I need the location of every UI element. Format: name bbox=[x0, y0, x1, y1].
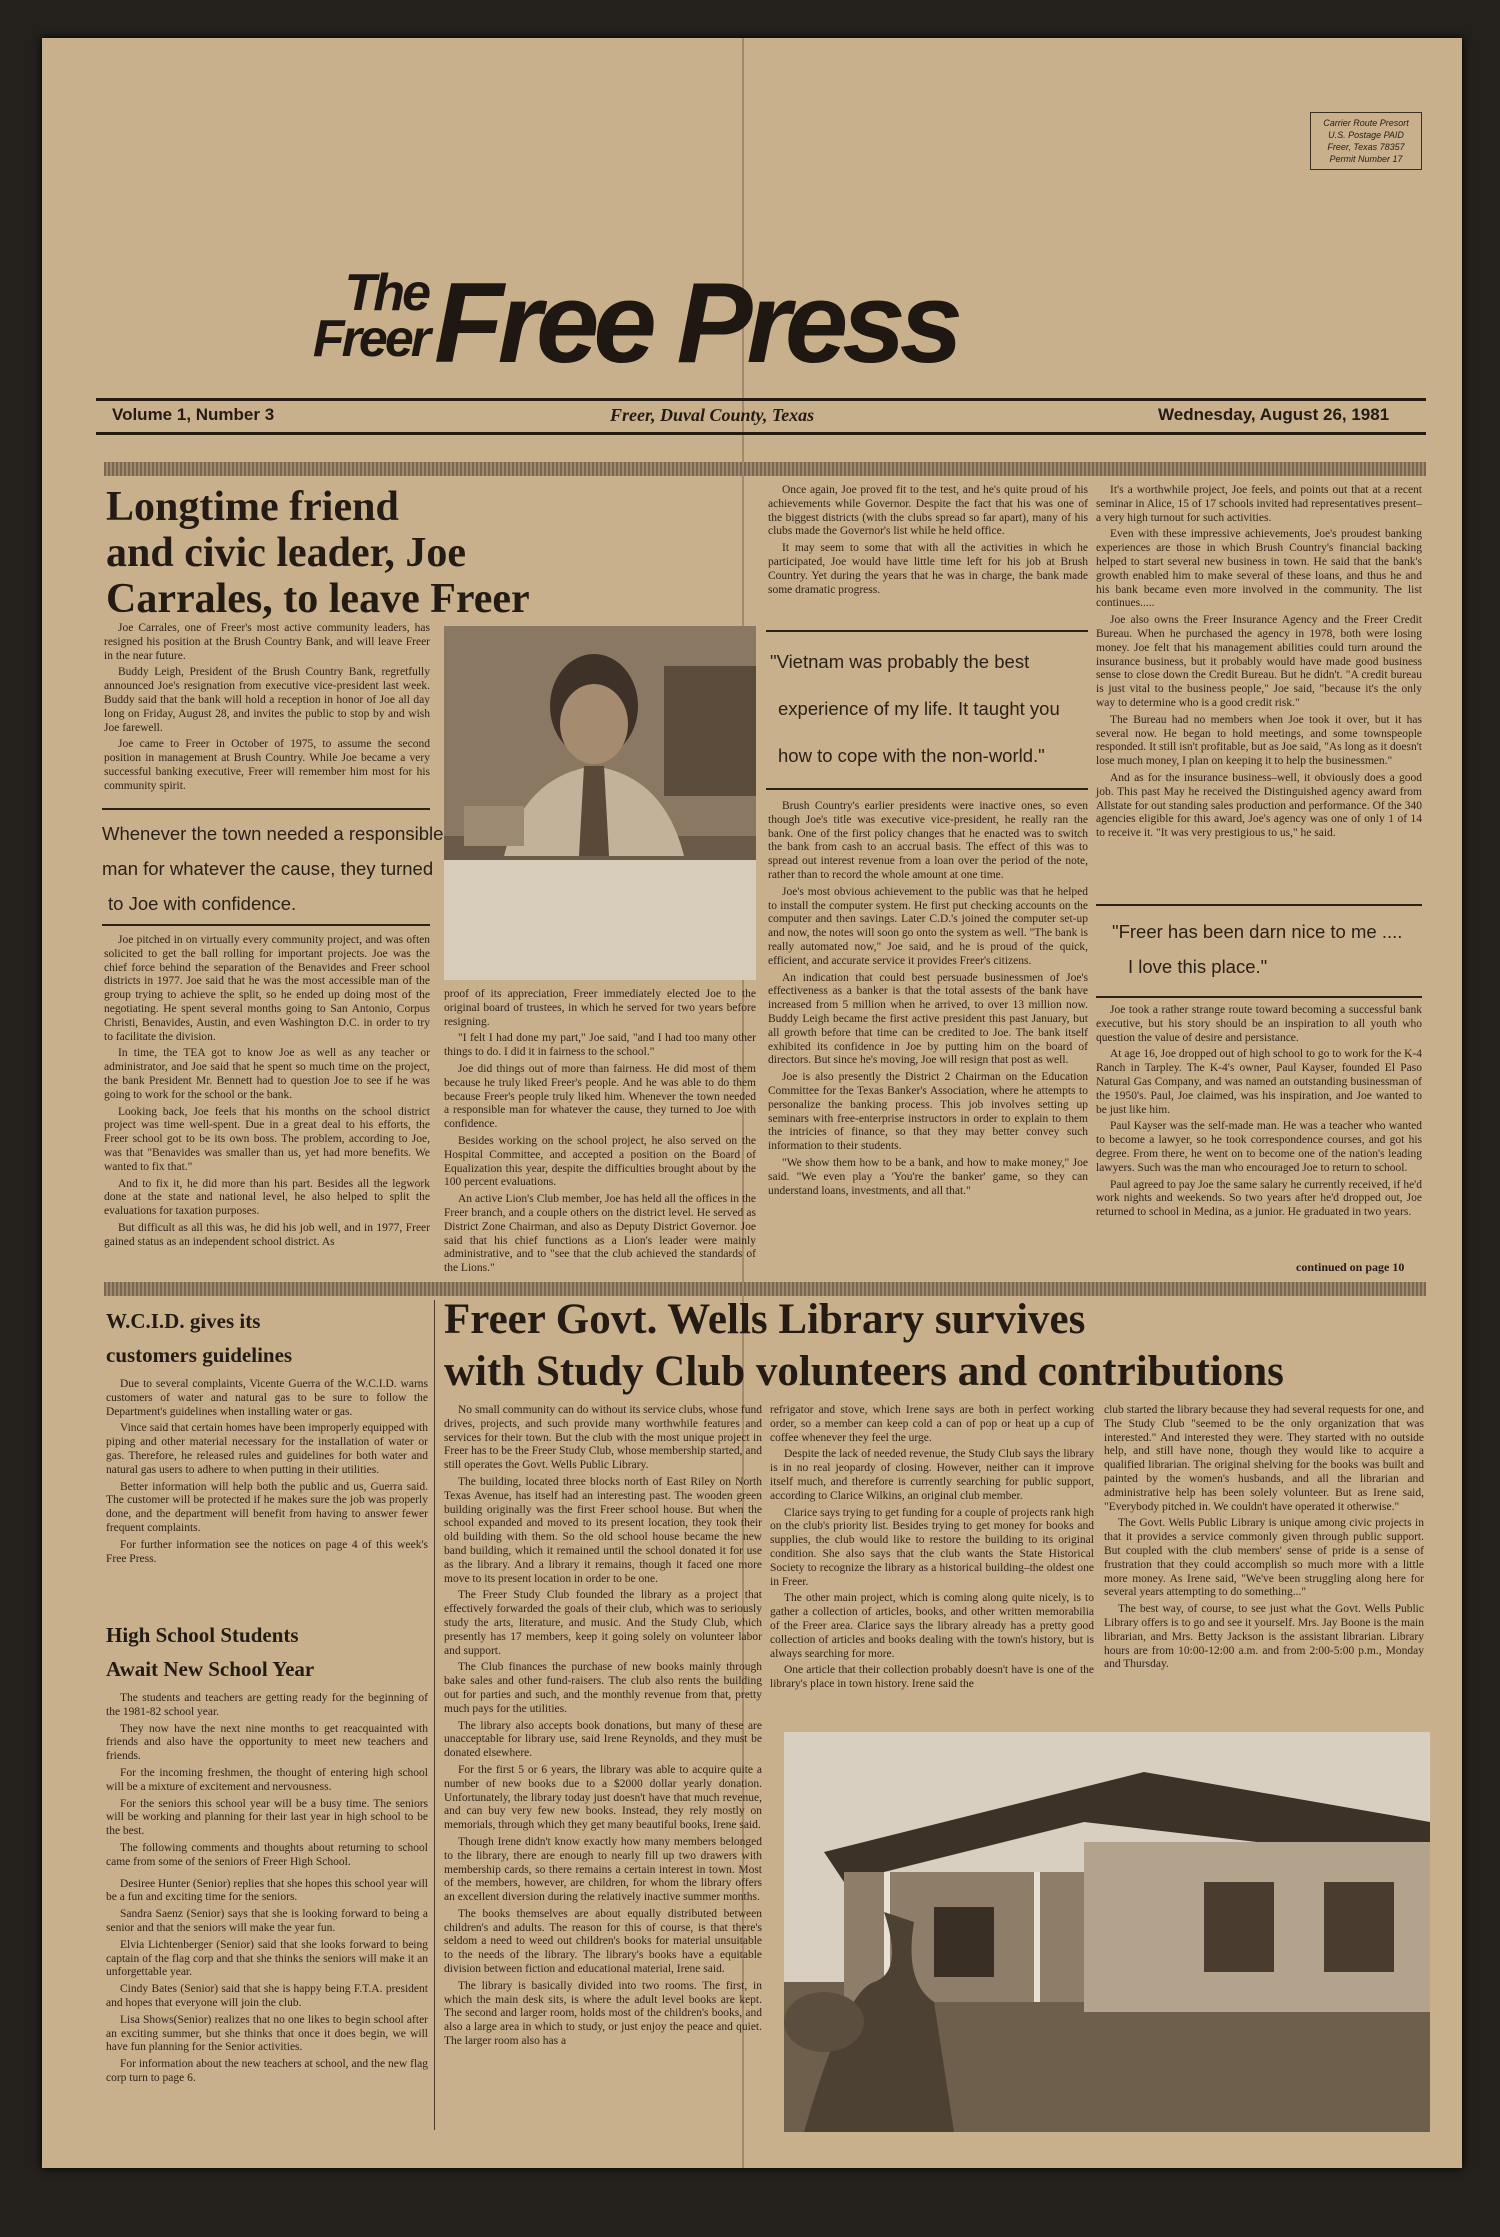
paragraph: Paul Kayser was the self-made man. He was a teacher who wanted to become a lawyer, so he took correspondence courses, and got his degree. From there, he went on to become one of the nation's leading lawyers. Such was the man who encouraged Joe to return to school. bbox=[1096, 1120, 1422, 1174]
paragraph: Joe also owns the Freer Insurance Agency and the Freer Credit Bureau. When he purchased the agency in 1978, both were losing money. Joe felt that his management abilities could turn around the insurance business, but it probably would have made good business sense to close down the Credit Bureau. But he didn't. "A credit bureau is just vital to the business people," Joe said, "because it's the only way to determine who is a good credit risk." bbox=[1096, 614, 1422, 709]
portrait-illustration bbox=[444, 626, 756, 980]
school-body bbox=[106, 1692, 428, 2089]
paragraph: The Govt. Wells Public Library is unique among civic projects in that it provides a service commonly given through public support. But coupled with the club members' sense of pride is a sense of frustration that they could accomplish so much more with a little more money. As Irene said, "We've been struggling along here for several years attempting to do something..." bbox=[1104, 1517, 1424, 1599]
paragraph: Better information will help both the public and us, Guerra said. The customer will be protected if he makes sure the job was properly done, and the department will benefit from having to answer fewer frequent complaints. bbox=[106, 1480, 428, 1534]
paragraph: It may seem to some that with all the activities in which he participated, Joe would have little time left for his job at Brush Country. Yet during the years that he was in charge, the bank made some dramatic progress. bbox=[768, 542, 1088, 596]
pull-quote-line: Whenever the town needed a responsible bbox=[102, 823, 444, 844]
masthead-rule-top bbox=[96, 398, 1426, 401]
pull-quote-line: how to cope with the non-world." bbox=[778, 745, 1045, 766]
postage-line: Carrier Route Presort bbox=[1323, 118, 1409, 128]
paragraph: Lisa Shows(Senior) realizes that no one likes to begin school after an exciting summer, but she thinks that once it does begin, we will have fun planning for the Senior activities. bbox=[106, 2013, 428, 2054]
paragraph: Despite the lack of needed revenue, the Study Club says the library is in no real jeopardy of closing. However, neither can it improve itself much, and therefore is currently searching for public support, according to Clarice Wilkins, an original club member. bbox=[770, 1448, 1094, 1502]
pull-quote-line: to Joe with confidence. bbox=[108, 893, 297, 914]
paragraph: The library also accepts book donations, but many of these are unacceptable for library use, said Irene Reynolds, and they must be donated elsewhere. bbox=[444, 1719, 762, 1760]
paragraph: Joe did things out of more than fairness. He did most of them because he truly liked Freer's people. And he was able to do them because Freer's people truly liked him. Whenever the town needed a responsible man for whatever the cause, they turned to Joe with confidence. bbox=[444, 1062, 756, 1131]
masthead-the: The bbox=[344, 264, 428, 322]
paragraph: At age 16, Joe dropped out of high school to go to work for the K-4 Ranch in Tarpley. The K-4's owner, Paul Kayser, founded El Paso Natural Gas Company, and was named an outstanding businessman of the 1950's. Paul, Joe claimed, was his inspiration, and Joe wanted to be just like him. bbox=[1096, 1048, 1422, 1116]
paragraph: club started the library because they had several requests for one, and The Study Club "seemed to be the only organization that was interested." And interested they were. They started with no outside help, and still have none, though they would like to acquire a qualified librarian. The original shelving for the books was built and painted by the women's husbands, and all the librarian and administrative help has been solely volunteer. But as Irene said, "Everybody pitched in. We couldn't have operated it otherwise." bbox=[1104, 1404, 1424, 1513]
school-headline bbox=[106, 1618, 426, 1686]
paragraph: For the first 5 or 6 years, the library was able to acquire quite a number of new books due to a $2000 dollar yearly donation. Unfortunately, the library today just doesn't have that much revenue, and can buy very few new books. Instead, they rely mostly on memorials, through which they get many beautiful books, Irene said. bbox=[444, 1763, 762, 1832]
paragraph: Even with these impressive achievements, Joe's proudest banking experiences are those in which Brush Country's financial backing helped to start several new business in town. He said that the bank's growth enabled him to make several of these loans, and thus he and his bank became even more involved in the community. The list continues..... bbox=[1096, 528, 1422, 610]
paragraph: One article that their collection probably doesn't have is one of the library's place in town history. Irene said the bbox=[770, 1664, 1094, 1691]
pull-quote-vietnam bbox=[766, 630, 1088, 790]
paragraph: For the incoming freshmen, the thought of entering high school will be a mixture of excitement and nervousness. bbox=[106, 1766, 428, 1793]
paragraph: For the seniors this school year will be a busy time. The seniors will be working and planning for their last year in high school to be the best. bbox=[106, 1797, 428, 1838]
paragraph: Once again, Joe proved fit to the test, and he's quite proud of his achievements while Governor. Despite the fact that his was one of the biggest districts (with the clubs spread so far apart), many of his clubs made the Governor's list while he held office. bbox=[768, 484, 1088, 538]
paragraph: Elvia Lichtenberger (Senior) said that she looks forward to being captain of the flag corp and that she thinks the seniors will make it an unforgettable year. bbox=[106, 1938, 428, 1979]
paragraph: An active Lion's Club member, Joe has held all the offices in the Freer branch, and a couple others on the district level. He served as District Zone Chairman, and also as Deputy District Governor. Joe said that his chief functions as a Lion's leader were mainly administrative, and to "see that the club achieved the standards of the Lions." bbox=[444, 1193, 756, 1275]
paragraph: Looking back, Joe feels that his months on the school district project was time well-spent. Due in a great deal to his efforts, the Freer school got to be its own boss. The problem, according to Joe, was that "Benavides was smaller than us, yet had more benefits. We wanted to fix that." bbox=[104, 1105, 430, 1173]
library-col3 bbox=[1104, 1404, 1424, 1675]
paragraph: "I felt I had done my part," Joe said, "and I had too many other things to do. I did it in fairness to the school." bbox=[444, 1032, 756, 1059]
paragraph: "We show them how to be a bank, and how to make money," Joe said. "We even play a 'You're the banker' game, so they can understand loans, investments, and all that." bbox=[768, 1156, 1088, 1197]
pull-quote-line: I love this place." bbox=[1128, 956, 1268, 977]
library-col2 bbox=[770, 1404, 1094, 1695]
main-story-col4-bottom bbox=[1096, 1004, 1422, 1223]
continued-on-page: continued on page 10 bbox=[1296, 1260, 1405, 1274]
paragraph: For further information see the notices on page 4 of this week's Free Press. bbox=[106, 1538, 428, 1565]
paragraph: Joe is also presently the District 2 Chairman on the Education Committee for the Texas Banker's Association, where he attempts to personalize the banking process. This job involves setting up seminars with free-enterprise instructors in order to explain to them the intricies of finance, so that they may better convey such information to their students. bbox=[768, 1071, 1088, 1153]
headline-line: customers guidelines bbox=[106, 1343, 293, 1367]
pull-quote-line: experience of my life. It taught you bbox=[778, 698, 1060, 719]
paragraph: The Bureau had no members when Joe took it over, but it has several now. He began to hold meetings, and some townspeople responded. It still isn't profitable, but as Joe said, "As long as it doesn't lose much money, I plan on keeping it to help the businessmen." bbox=[1096, 713, 1422, 768]
paragraph: The books themselves are about equally distributed between children's and adults. The reason for this of course, is that there's seldom a need to weed out children's books for material unsuitable to the needs of the library. The library's books have a equitable division between fiction and educational material, Irene said. bbox=[444, 1907, 762, 1976]
masthead-freer: Freer bbox=[312, 310, 428, 368]
paragraph: No small community can do without its service clubs, whose fund drives, projects, and such provide many worthwhile features and services for their town. But the club with the most unique project in Freer has to be the Freer Study Club, whose membership started, and still operates the Govt. Wells Public Library. bbox=[444, 1404, 762, 1472]
paragraph: Joe came to Freer in October of 1975, to assume the second position in management at Brush Country. While Joe became a very successful banking executive, Freer will remember him most for his community spirit. bbox=[104, 738, 430, 792]
main-story-col2 bbox=[444, 988, 756, 1279]
wcid-headline bbox=[106, 1304, 426, 1372]
main-headline bbox=[106, 484, 646, 622]
paragraph: The students and teachers are getting ready for the beginning of the 1981-82 school year. bbox=[106, 1692, 428, 1718]
headline-line: and civic leader, Joe bbox=[106, 530, 467, 576]
column-rule bbox=[434, 1300, 435, 2130]
postage-line: Freer, Texas 78357 bbox=[1327, 142, 1405, 152]
main-story-col1-top bbox=[104, 622, 430, 797]
pull-quote-love-this-place bbox=[1096, 904, 1422, 998]
paragraph: Joe's most obvious achievement to the public was that he helped to install the computer system. He first put checking accounts on the computer and then savings. Later C.D.'s joined the computer set-up and now, the notes will soon go onto the system as well. "The bank is really automated now," Joe said, and he is proud of the quick, efficient, and accurate service it provides Freer's citizens. bbox=[768, 885, 1088, 967]
headline-line: with Study Club volunteers and contributions bbox=[444, 1348, 1284, 1395]
photo-joe-carrales bbox=[444, 626, 756, 980]
headline-line: Freer Govt. Wells Library survives bbox=[444, 1296, 1086, 1343]
volume-number: Volume 1, Number 3 bbox=[112, 405, 275, 424]
paragraph: Though Irene didn't know exactly how many members belonged to the library, there are enough to nearly fill up two drawers with membership cards, so there remains a certain interest in town. Most of the members, however, are children, for whom the library offers an excellent diversion during the relatively inactive summer months. bbox=[444, 1835, 762, 1904]
main-story-col3-bottom bbox=[768, 800, 1088, 1201]
dateline-place: Freer, Duval County, Texas bbox=[610, 405, 815, 425]
library-building-illustration bbox=[784, 1732, 1430, 2132]
masthead bbox=[238, 258, 1288, 392]
issue-date: Wednesday, August 26, 1981 bbox=[1158, 405, 1390, 424]
pull-quote-responsible bbox=[102, 808, 444, 926]
headline-line: Carrales, to leave Freer bbox=[106, 576, 530, 622]
masthead-the-freer bbox=[238, 264, 428, 368]
pull-quote-line: man for whatever the cause, they turned bbox=[102, 858, 434, 879]
shaded-divider-top bbox=[104, 462, 1426, 476]
paragraph: They now have the next nine months to get reacquainted with friends and also have the opportunity to meet new teachers and friends. bbox=[106, 1722, 428, 1763]
paragraph: Buddy Leigh, President of the Brush Country Bank, regretfully announced Joe's resignation from executive vice-president last week. Buddy said that the bank will hold a reception in honor of Joe all day long on Friday, August 28, and invites the public to stop by and wish Joe farewell. bbox=[104, 666, 430, 734]
paragraph: refrigator and stove, which Irene says are both in perfect working order, so a member can keep cold a can of pop or heat up a cup of coffee whenever they feel the urge. bbox=[770, 1404, 1094, 1444]
paragraph: Desiree Hunter (Senior) replies that she hopes this school year will be a fun and exciting time for the seniors. bbox=[106, 1877, 428, 1904]
headline-line: Longtime friend bbox=[106, 484, 399, 530]
paragraph: Vince said that certain homes have been improperly equipped with piping and other material necessary for the installation of water or gas. Therefore, he released rules and guidelines for both water and natural gas users to adhere to when putting in their utilities. bbox=[106, 1422, 428, 1476]
paragraph: And as for the insurance business–well, it obviously does a good job. This past May he received the Distinguished agency award from Allstate for out standing sales production and performance. Of the 340 agencies eligible for this award, Joe's agency was one of only 1 of 14 to receive it. "It was very prestigious to us," he said. bbox=[1096, 771, 1422, 840]
paragraph: Clarice says trying to get funding for a couple of projects rank high on the club's priority list. Besides trying to get money for books and supplies, the club would like to restore the building to its original condition. She also says that the club wants the State Historical Society to recognize the library as a historical building–the oldest one in Freer. bbox=[770, 1506, 1094, 1588]
paragraph: The building, located three blocks north of East Riley on North Texas Avenue, has itself had an interesting past. The wooden green building originally was the first Freer school house. But when the school expanded and moved to its present location, they took their old building with them. So the old school house became the new band building, which it remained until the school donated it for use as the library. And a library it remains, though it faced one more move to its present location in order to be one. bbox=[444, 1475, 762, 1585]
library-headline bbox=[444, 1294, 1434, 1398]
headline-line: High School Students bbox=[106, 1623, 299, 1647]
masthead-title: Free Press bbox=[434, 260, 958, 387]
paragraph: The other main project, which is coming along quite nicely, is to gather a collection of articles, books, and other written memorabilia of the Freer area. Clarice says the library already has a pretty good collection of articles and books dealing with the town's history, but is always searching for more. bbox=[770, 1592, 1094, 1660]
paragraph: Brush Country's earlier presidents were inactive ones, so even though Joe's title was executive vice-president, he really ran the bank. One of the first policy changes that he enacted was to switch the bank from cash to an accrual basis. The effect of this was to spread out interest revenue from a loan over the period of the note, rather than to record the whole amount at one time. bbox=[768, 800, 1088, 881]
pull-quote-line: "Vietnam was probably the best bbox=[770, 651, 1030, 672]
library-col1 bbox=[444, 1404, 762, 2052]
paragraph: For information about the new teachers at school, and the new flag corp turn to page 6. bbox=[106, 2058, 428, 2084]
photo-library-building bbox=[784, 1732, 1430, 2132]
paragraph: Cindy Bates (Senior) said that she is happy being F.T.A. president and hopes that everyone will join the club. bbox=[106, 1983, 428, 2009]
paragraph: Besides working on the school project, he also served on the Hospital Committee, and accepted a position on the Board of Equalization this year, despite the difficulties brought about by the 100 percent evaluations. bbox=[444, 1134, 756, 1189]
paragraph: It's a worthwhile project, Joe feels, and points out that at a recent seminar in Alice, 15 of 17 schools invited had representatives present–a very high turnout for such activities. bbox=[1096, 484, 1422, 524]
headline-line: Await New School Year bbox=[106, 1657, 315, 1681]
postage-permit-box bbox=[1310, 112, 1422, 170]
paragraph: The library is basically divided into two rooms. The first, in which the main desk sits, is where the adult level books are kept. The second and larger room, holds most of the children's books, and also a large area in which to study, or just enjoy the peace and quiet. The larger room also has a bbox=[444, 1979, 762, 2048]
main-story-col3-top bbox=[768, 484, 1088, 600]
postage-line: Permit Number 17 bbox=[1329, 154, 1403, 164]
headline-line: W.C.I.D. gives its bbox=[106, 1309, 261, 1333]
paragraph: But difficult as all this was, he did his job well, and in 1977, Freer gained status as an independent school district. As bbox=[104, 1221, 430, 1248]
paragraph: Joe took a rather strange route toward becoming a successful bank executive, but his story should be an inspiration to all youth who question the value of desire and persistance. bbox=[1096, 1004, 1422, 1044]
paragraph: The following comments and thoughts about returning to school came from some of the seniors of Freer High School. bbox=[106, 1841, 428, 1868]
paragraph: In time, the TEA got to know Joe as well as any teacher or administrator, and Joe said that he spent so much time on the project, the bank President Mr. Bennett had to question Joe to see if he was going to work for the school or the bank. bbox=[104, 1047, 430, 1101]
paragraph: Joe Carrales, one of Freer's most active community leaders, has resigned his position at the Brush Country Bank, and will leave Freer in the near future. bbox=[104, 622, 430, 662]
main-story-col1-bottom bbox=[104, 934, 430, 1253]
masthead-rule-bottom bbox=[96, 432, 1426, 435]
paragraph: The Club finances the purchase of new books mainly through bake sales and other fund-raisers. The club also rents the building out for parties and such, and the monthly revenue from that, pretty much pays for the utilities. bbox=[444, 1661, 762, 1715]
paragraph: proof of its appreciation, Freer immediately elected Joe to the original board of trustees, in which he served for two years before resigning. bbox=[444, 988, 756, 1028]
main-story-col4-top bbox=[1096, 484, 1422, 844]
paragraph: The best way, of course, to see just what the Govt. Wells Public Library offers is to go and see it yourself. Mrs. Jay Boone is the main librarian, and Mrs. Betty Jackson is the assistant librarian. Library hours are from 10:00-12:00 a.m. and from 2:00-5:00 p.m., Monday and Thursday. bbox=[1104, 1603, 1424, 1671]
paragraph: Due to several complaints, Vicente Guerra of the W.C.I.D. warns customers of water and natural gas to be sure to follow the Department's guidelines when installing water or gas. bbox=[106, 1378, 428, 1418]
paragraph: And to fix it, he did more than his part. Besides all the legwork done at the state and national level, he also helped to split the evaluations for taxation purposes. bbox=[104, 1177, 430, 1218]
paragraph: The Freer Study Club founded the library as a project that effectively forwarded the goals of their club, which was to seriously study the arts, literature, and music. And the Study Club, which presently has 17 members, keep it going solely on volunteer labor and support. bbox=[444, 1589, 762, 1657]
paragraph: Joe pitched in on virtually every community project, and was often solicited to get the ball rolling for important projects. Joe was the chief force behind the separation of the Benavides and Freer school districts in 1977. Joe said that he was the most accessible man of the group trying to achieve the split, so he ended up doing most of the negotiating. He spent several months going to San Antonio, Corpus Christi, Benavides, Austin, and even Washington D.C. in order to try to facilitate the division. bbox=[104, 934, 430, 1043]
paragraph: Paul agreed to pay Joe the same salary he currently received, if he'd work nights and weekends. So two years after he'd dropped out, Joe returned to school in Medina, as a junior. He graduated in two years. bbox=[1096, 1178, 1422, 1219]
paragraph: Sandra Saenz (Senior) says that she is looking forward to being a senior and that the seniors will make the year fun. bbox=[106, 1908, 428, 1934]
wcid-body bbox=[106, 1378, 428, 1569]
pull-quote-line: "Freer has been darn nice to me .... bbox=[1112, 921, 1403, 942]
postage-line: U.S. Postage PAID bbox=[1328, 130, 1404, 140]
paragraph: An indication that could best persuade businessmen of Joe's effectiveness as a banker is that the total assests of the bank have increased from 5 million when he arrived, to over 13 million now. Buddy Leigh became the first active president this past January, but all growth before that time can be credited to Joe. The bank itself exhibited its confidence in Joe by putting him on the board of directors. But since he's moving, Joe will resign that post as well. bbox=[768, 971, 1088, 1067]
